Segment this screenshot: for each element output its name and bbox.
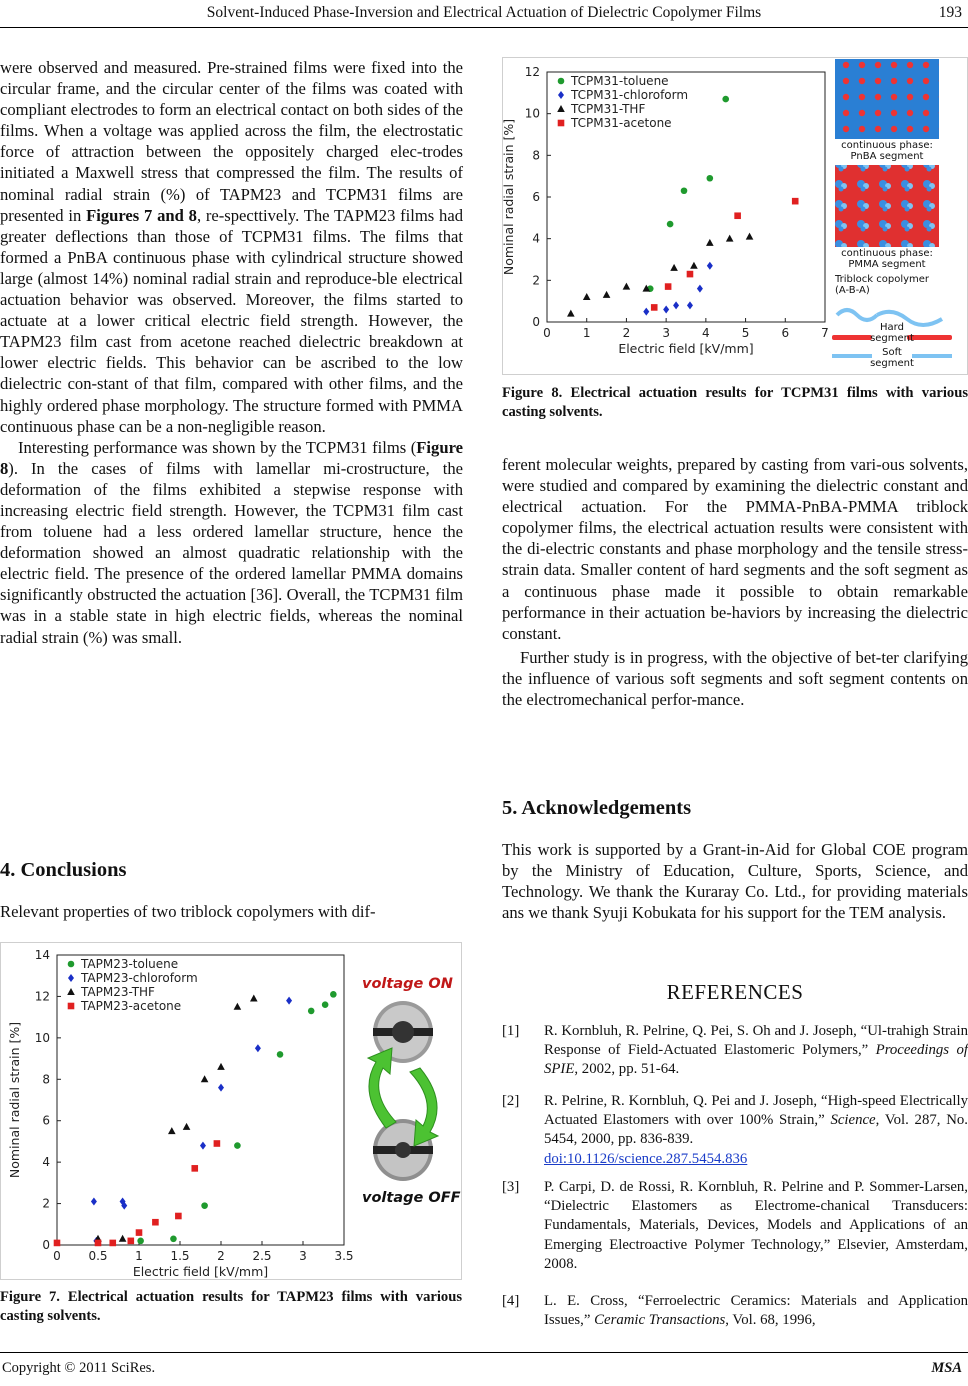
data-point — [109, 1240, 116, 1247]
legend-entry: TAPM23-acetone — [81, 999, 182, 1013]
header-rule — [0, 27, 968, 28]
page-number: 193 — [938, 4, 962, 21]
y-axis-label: Nominal radial strain [%] — [502, 118, 516, 276]
paragraph: ferent molecular weights, prepared by casting from vari-ous solvents, were studied and compared by examining the dielectric constant and electrical actuation. For the PMMA-PnBA-PMMA triblock copolymer films, the electrical actuation results were consistent with the di-electric constants and phase morphology and the tensile stress-strain data. Smaller content of hard segments and the soft segment as a continuous phase made it possible to obtain remarkable performance in their actuation be-haviors by increasing the dielectric constant. — [502, 455, 968, 643]
acknowledgements-text: This work is supported by a Grant-in-Aid for Global COE program by the Ministry of Education, Culture, Sports, Science, and Technology. We thank the Kuraray Co. Ltd., for providing materials ans we thank Syuji Kobukata for his support for the TEM analysis. — [502, 840, 968, 923]
y-tick-label: 10 — [34, 1030, 50, 1045]
page-footer — [0, 1360, 968, 1380]
data-point — [651, 304, 658, 311]
running-title: Solvent-Induced Phase-Inversion and Electrical Actuation of Dielectric Copolymer Films — [206, 4, 762, 21]
legend-entry: TCPM31-toluene — [571, 74, 669, 88]
y-tick-label: 4 — [42, 1155, 50, 1170]
doi-link[interactable]: doi:10.1126/science.287.5454.836 — [544, 1150, 748, 1167]
conclusions-text: Relevant properties of two triblock copolymers with dif- — [0, 902, 376, 921]
left-column-body — [0, 57, 463, 648]
x-axis-label: Electric field [kV/mm] — [618, 341, 754, 356]
x-tick-label: 4 — [702, 326, 710, 340]
y-tick-label: 12 — [524, 65, 540, 79]
data-point — [201, 1202, 208, 1209]
figure-ref[interactable]: Figure 8 — [0, 437, 463, 478]
reference-item: [1] R. Kornbluh, R. Pelrine, Q. Pei, S. Oh and J. Joseph, “Ul-trahigh Strain Response of Field-Actuated Elastomeric Polymers,” Proceedings of SPIE, 2002, pp. 51-64. — [502, 1023, 968, 1078]
x-axis-label: Electric field [kV/mm] — [132, 1264, 269, 1279]
y-tick-label: 2 — [532, 273, 540, 288]
reference-item: [3] P. Carpi, D. de Rossi, R. Kornbluh, R. Pelrine and P. Sommer-Larsen, “Dielectric Elastomers as Electrome-chanical Transducers: Fundamentals, Materials, Devices, Models and Applications of an Emerging Electroactive Polymer Technology,” Elsevier, Amsterdam, 2008. — [502, 1179, 968, 1272]
figure-7-caption: Figure 7. Electrical actuation results for TAPM23 films with various casting solvents. — [0, 1289, 462, 1324]
legend-entry: TCPM31-acetone — [571, 116, 672, 130]
references-heading: REFERENCES — [666, 980, 804, 1004]
figure-8 — [502, 57, 968, 375]
x-tick-label: 2.5 — [252, 1249, 272, 1263]
data-point — [175, 1213, 182, 1220]
data-point — [137, 1238, 144, 1245]
y-tick-label: 10 — [524, 106, 540, 121]
data-point — [330, 991, 337, 998]
x-tick-label: 1 — [135, 1249, 143, 1263]
legend-marker — [68, 1003, 75, 1010]
x-tick-label: 0 — [543, 326, 551, 340]
x-tick-label: 0 — [53, 1249, 61, 1263]
y-tick-label: 14 — [34, 948, 50, 962]
running-header — [0, 4, 968, 26]
figure-8-chart — [502, 57, 968, 375]
data-point — [665, 283, 672, 290]
y-tick-label: 8 — [42, 1072, 50, 1087]
panel-label: segment — [870, 358, 914, 369]
paragraph: were observed and measured. Pre-strained films were fixed into the circular frame, and the circular center of the films was coated with compliant electrodes to form an electrical contact on both sides of the films. When a voltage was applied across the film, the electrostatic force of attraction between the oppositely charged elec-trodes initiated a Maxwell stress that compressed the film. The results of nominal radial strain (%) of TAPM23 and TCPM31 films are presented in Figures 7 and 8, re-specttively. The TAPM23 films had greater deflections than those of TCPM31 films. The films that formed a PnBA continuous phase with cylindrical structure showed large (almost 14%) nominal radial strain and reproduce-ble electrical actuation behavior was observed. Moreover, the films started to actuate at a lower critical electric field strength. However, the TAPM23 film cast from acetone reached dielectric breakdown at lower electric fields. This behavior can be ascribed to the low dielectric con-stant of that film, compared with other films, and the highly ordered phase morphology. The structure formed with PMMA continuous phase can be a non-negligible reason. — [0, 58, 464, 436]
paragraph: Further study is in progress, with the objective of bet-ter clarifying the influence of various soft segments and soft segment contents on the electromechanical perfor-mance. — [502, 647, 968, 710]
data-point — [707, 175, 714, 182]
pnba-phase-image — [835, 59, 939, 139]
panel-label: (A-B-A) — [835, 285, 870, 296]
y-tick-label: 0 — [532, 315, 540, 329]
x-tick-label: 6 — [781, 326, 790, 340]
x-tick-label: 3.5 — [334, 1249, 354, 1263]
x-tick-label: 5 — [741, 326, 750, 340]
data-point — [308, 1008, 315, 1015]
journal-abbrev: MSA — [931, 1360, 962, 1376]
panel-label: Hard — [880, 322, 904, 333]
data-point — [734, 212, 741, 219]
section-heading-conclusions: 4. Conclusions — [0, 859, 127, 881]
pmma-phase-image — [835, 165, 939, 247]
data-point — [214, 1140, 221, 1147]
data-point — [191, 1165, 198, 1172]
y-tick-label: 8 — [532, 148, 540, 163]
data-point — [234, 1142, 241, 1149]
voltage-off-label: voltage OFF — [362, 1190, 461, 1206]
x-tick-label: 3 — [662, 326, 670, 340]
x-tick-label: 2 — [217, 1249, 225, 1263]
panel-label: segment — [870, 333, 914, 344]
data-point — [322, 1001, 329, 1008]
paragraph: Interesting performance was shown by the TCPM31 films (Figure 8). In the cases of films with lamellar mi-crostructure, the deformation of the films exhibited a stepwise response with increasing electric field strength. However, the TCPM31 film cast from toluene had a less ordered lamellar structure, hence the deformation showed an almost quadratic relationship with the electric field. The presence of the ordered lamellar PMMA domains significantly obstructed the actuation [36]. Overall, the TCPM31 film was in a stable state in high electric fields, whereas the nominal radial strain (%) was small. — [0, 437, 463, 647]
panel-label: continuous phase: — [841, 248, 933, 259]
data-point — [152, 1219, 159, 1226]
legend-entry: TCPM31-THF — [571, 102, 646, 116]
data-point — [681, 187, 688, 194]
x-tick-label: 0.5 — [88, 1249, 108, 1263]
legend-marker — [558, 78, 565, 85]
footer-rule — [0, 1352, 968, 1353]
data-point — [722, 96, 729, 103]
legend-entry: TAPM23-THF — [81, 985, 155, 999]
x-tick-label: 7 — [821, 326, 829, 340]
figure-7 — [0, 942, 462, 1280]
y-tick-label: 6 — [532, 190, 540, 204]
panel-label: PMMA segment — [848, 259, 926, 270]
data-point — [136, 1229, 143, 1236]
data-point — [667, 221, 674, 228]
y-tick-label: 4 — [532, 231, 540, 246]
panel-label: PnBA segment — [850, 151, 924, 162]
data-point — [277, 1051, 284, 1058]
figure-7-chart — [0, 942, 462, 1280]
y-axis-label: Nominal radial strain [%] — [7, 1021, 22, 1179]
data-point — [128, 1238, 135, 1245]
panel-label: continuous phase: — [841, 140, 933, 151]
x-tick-label: 2 — [622, 326, 631, 340]
section-heading-acknowledgements: 5. Acknowledgements — [502, 797, 692, 819]
legend-entry: TAPM23-chloroform — [81, 971, 198, 985]
x-tick-label: 3 — [299, 1249, 307, 1263]
data-point — [95, 1240, 102, 1247]
reference-item: [4] L. E. Cross, “Ferroelectric Ceramics: Materials and Application Issues,” Ceramic Transactions, Vol. 68, 1996, — [502, 1293, 968, 1329]
legend-marker — [558, 120, 565, 127]
panel-label: Soft — [882, 347, 902, 358]
y-tick-label: 2 — [42, 1196, 50, 1211]
x-tick-label: 1.5 — [170, 1249, 190, 1263]
voltage-on-label: voltage ON — [362, 976, 453, 992]
right-column-body — [502, 454, 968, 710]
legend-marker — [68, 961, 75, 968]
data-point — [54, 1240, 61, 1247]
copyright: Copyright © 2011 SciRes. — [2, 1360, 156, 1376]
y-tick-label: 12 — [34, 989, 50, 1004]
data-point — [170, 1235, 177, 1242]
panel-label: Triblock copolymer — [835, 274, 930, 285]
y-tick-label: 6 — [42, 1113, 50, 1128]
figure-8-caption: Figure 8. Electrical actuation results for TCPM31 films with various casting solvents. — [502, 385, 968, 420]
data-point — [687, 271, 694, 278]
x-tick-label: 1 — [582, 326, 591, 340]
legend-entry: TCPM31-chloroform — [571, 88, 689, 102]
data-point — [792, 198, 799, 205]
reference-item: [2] R. Pelrine, R. Kornbluh, Q. Pei and J. Joseph, “High-speed Electrically Actuated Elastomers with over 100% Strain,” Science, Vol. 287, No. 5454, 2000, pp. 836-839. doi:10.1126/science.287.5454.836 — [502, 1093, 968, 1167]
legend-entry: TAPM23-toluene — [81, 957, 179, 971]
y-tick-label: 0 — [42, 1238, 50, 1252]
figure-ref[interactable]: Figures 7 and 8 — [86, 205, 197, 225]
